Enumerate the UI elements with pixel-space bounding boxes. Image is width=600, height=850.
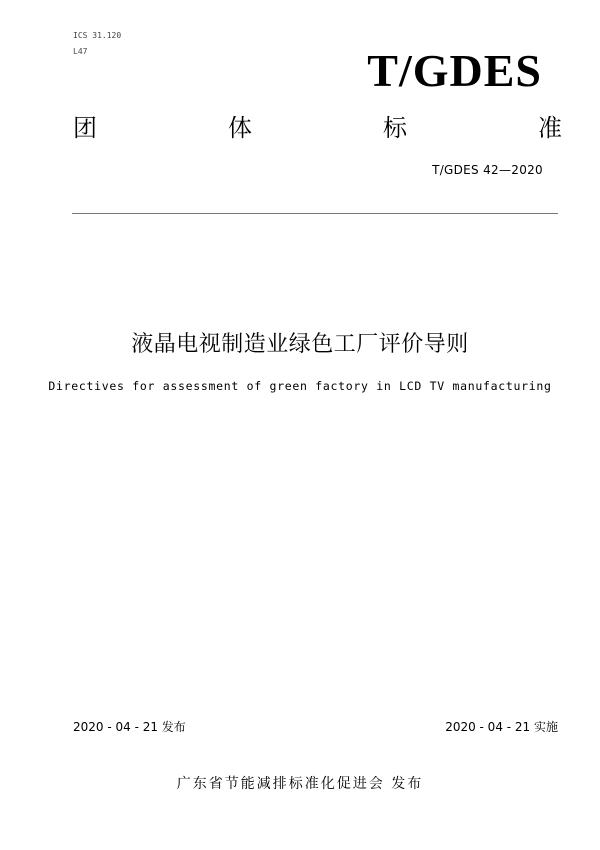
standard-type-heading bbox=[73, 116, 562, 140]
standard-type-char: 体 bbox=[228, 114, 252, 142]
standard-number: T/GDES 42—2020 bbox=[432, 163, 543, 177]
implement-date: 2020 - 04 - 21 实施 bbox=[445, 720, 558, 734]
ccs-code: L47 bbox=[73, 47, 88, 56]
issuing-organization: 广东省节能减排标准化促进会 发布 bbox=[176, 776, 424, 792]
title-english: Directives for assessment of green factory in LCD TV manufacturing bbox=[48, 379, 552, 393]
standard-type-char: 标 bbox=[383, 114, 407, 142]
ics-code: ICS 31.120 bbox=[73, 31, 122, 40]
header-divider bbox=[72, 213, 558, 214]
standard-logo: T/GDES bbox=[367, 45, 542, 96]
standard-type-char: 准 bbox=[538, 114, 562, 142]
publish-date: 2020 - 04 - 21 发布 bbox=[73, 720, 186, 734]
standard-type-char: 团 bbox=[73, 114, 97, 142]
title-chinese: 液晶电视制造业绿色工厂评价导则 bbox=[131, 332, 469, 357]
